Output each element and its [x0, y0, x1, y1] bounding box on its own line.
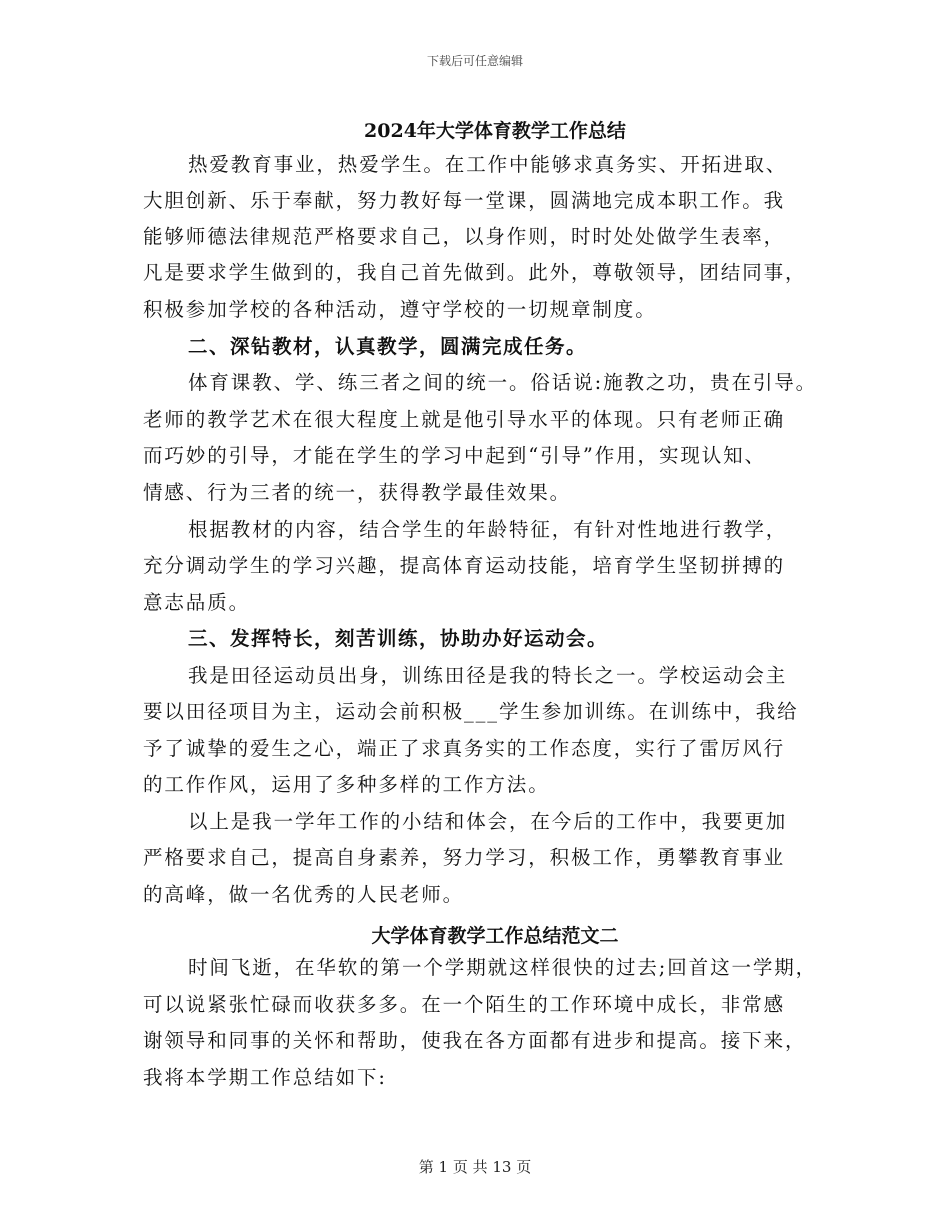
- paragraph-line: 我是田径运动员出身，训练田径是我的特长之一。学校运动会主: [188, 664, 788, 687]
- paragraph-line: 根据教材的内容，结合学生的年龄特征，有针对性地进行教学，: [188, 518, 788, 541]
- header-note: 下载后可任意编辑: [426, 54, 523, 68]
- paragraph-line: 的工作作风，运用了多种多样的工作方法。: [143, 773, 550, 796]
- paragraph-line: 凡是要求学生做到的，我自己首先做到。此外，尊敬领导，团结同事，: [143, 261, 807, 284]
- paragraph-line: 体育课教、学、练三者之间的统一。俗话说:施教之功，贵在引导。: [188, 371, 818, 394]
- paragraph-line: 大胆创新、乐于奉献，努力教好每一堂课，圆满地完成本职工作。我: [143, 189, 786, 212]
- paragraph-line: 予了诚挚的爱生之心，端正了求真务实的工作态度，实行了雷厉风行: [143, 737, 786, 760]
- paragraph-line: 我将本学期工作总结如下:: [143, 1066, 387, 1089]
- paragraph-line: 充分调动学生的学习兴趣，提高体育运动技能，培育学生坚韧拼搏的: [143, 554, 786, 577]
- paragraph-line: 时间飞逝，在华软的第一个学期就这样很快的过去;回首这一学期，: [188, 956, 818, 979]
- doc-title: 2024年大学体育教学工作总结: [364, 120, 626, 142]
- section-title: 大学体育教学工作总结范文二: [371, 925, 619, 947]
- paragraph-line: 能够师德法律规范严格要求自己，以身作则，时时处处做学生表率，: [143, 225, 786, 248]
- paragraph-line: 要以田径项目为主，运动会前积极___学生参加训练。在训练中，我给: [143, 700, 799, 723]
- paragraph-line: 意志品质。: [143, 591, 251, 614]
- paragraph-line: 谢领导和同事的关怀和帮助，使我在各方面都有进步和提高。接下来，: [143, 1029, 807, 1052]
- paragraph-line: 积极参加学校的各种活动，遵守学校的一切规章制度。: [143, 298, 657, 321]
- paragraph-line: 可以说紧张忙碌而收获多多。在一个陌生的工作环境中成长，非常感: [143, 993, 786, 1016]
- paragraph-line: 情感、行为三者的统一，获得教学最佳效果。: [143, 481, 572, 504]
- paragraph-line: 老师的教学艺术在很大程度上就是他引导水平的体现。只有老师正确: [143, 408, 786, 431]
- paragraph-line: 以上是我一学年工作的小结和体会，在今后的工作中，我要更加: [188, 810, 788, 833]
- page-number-footer: 第 1 页 共 13 页: [418, 1158, 532, 1176]
- section-heading: 二、深钻教材，认真教学，圆满完成任务。: [188, 335, 588, 358]
- paragraph-line: 热爱教育事业，热爱学生。在工作中能够求真务实、开拓进取、: [188, 153, 788, 176]
- paragraph-line: 严格要求自己，提高自身素养，努力学习，积极工作，勇攀教育事业: [143, 846, 786, 869]
- paragraph-line: 而巧妙的引导，才能在学生的学习中起到“引导”作用，实现认知、: [143, 444, 766, 467]
- paragraph-line: 的高峰，做一名优秀的人民老师。: [143, 883, 465, 906]
- section-heading: 三、发挥特长，刻苦训练，协助办好运动会。: [188, 627, 609, 650]
